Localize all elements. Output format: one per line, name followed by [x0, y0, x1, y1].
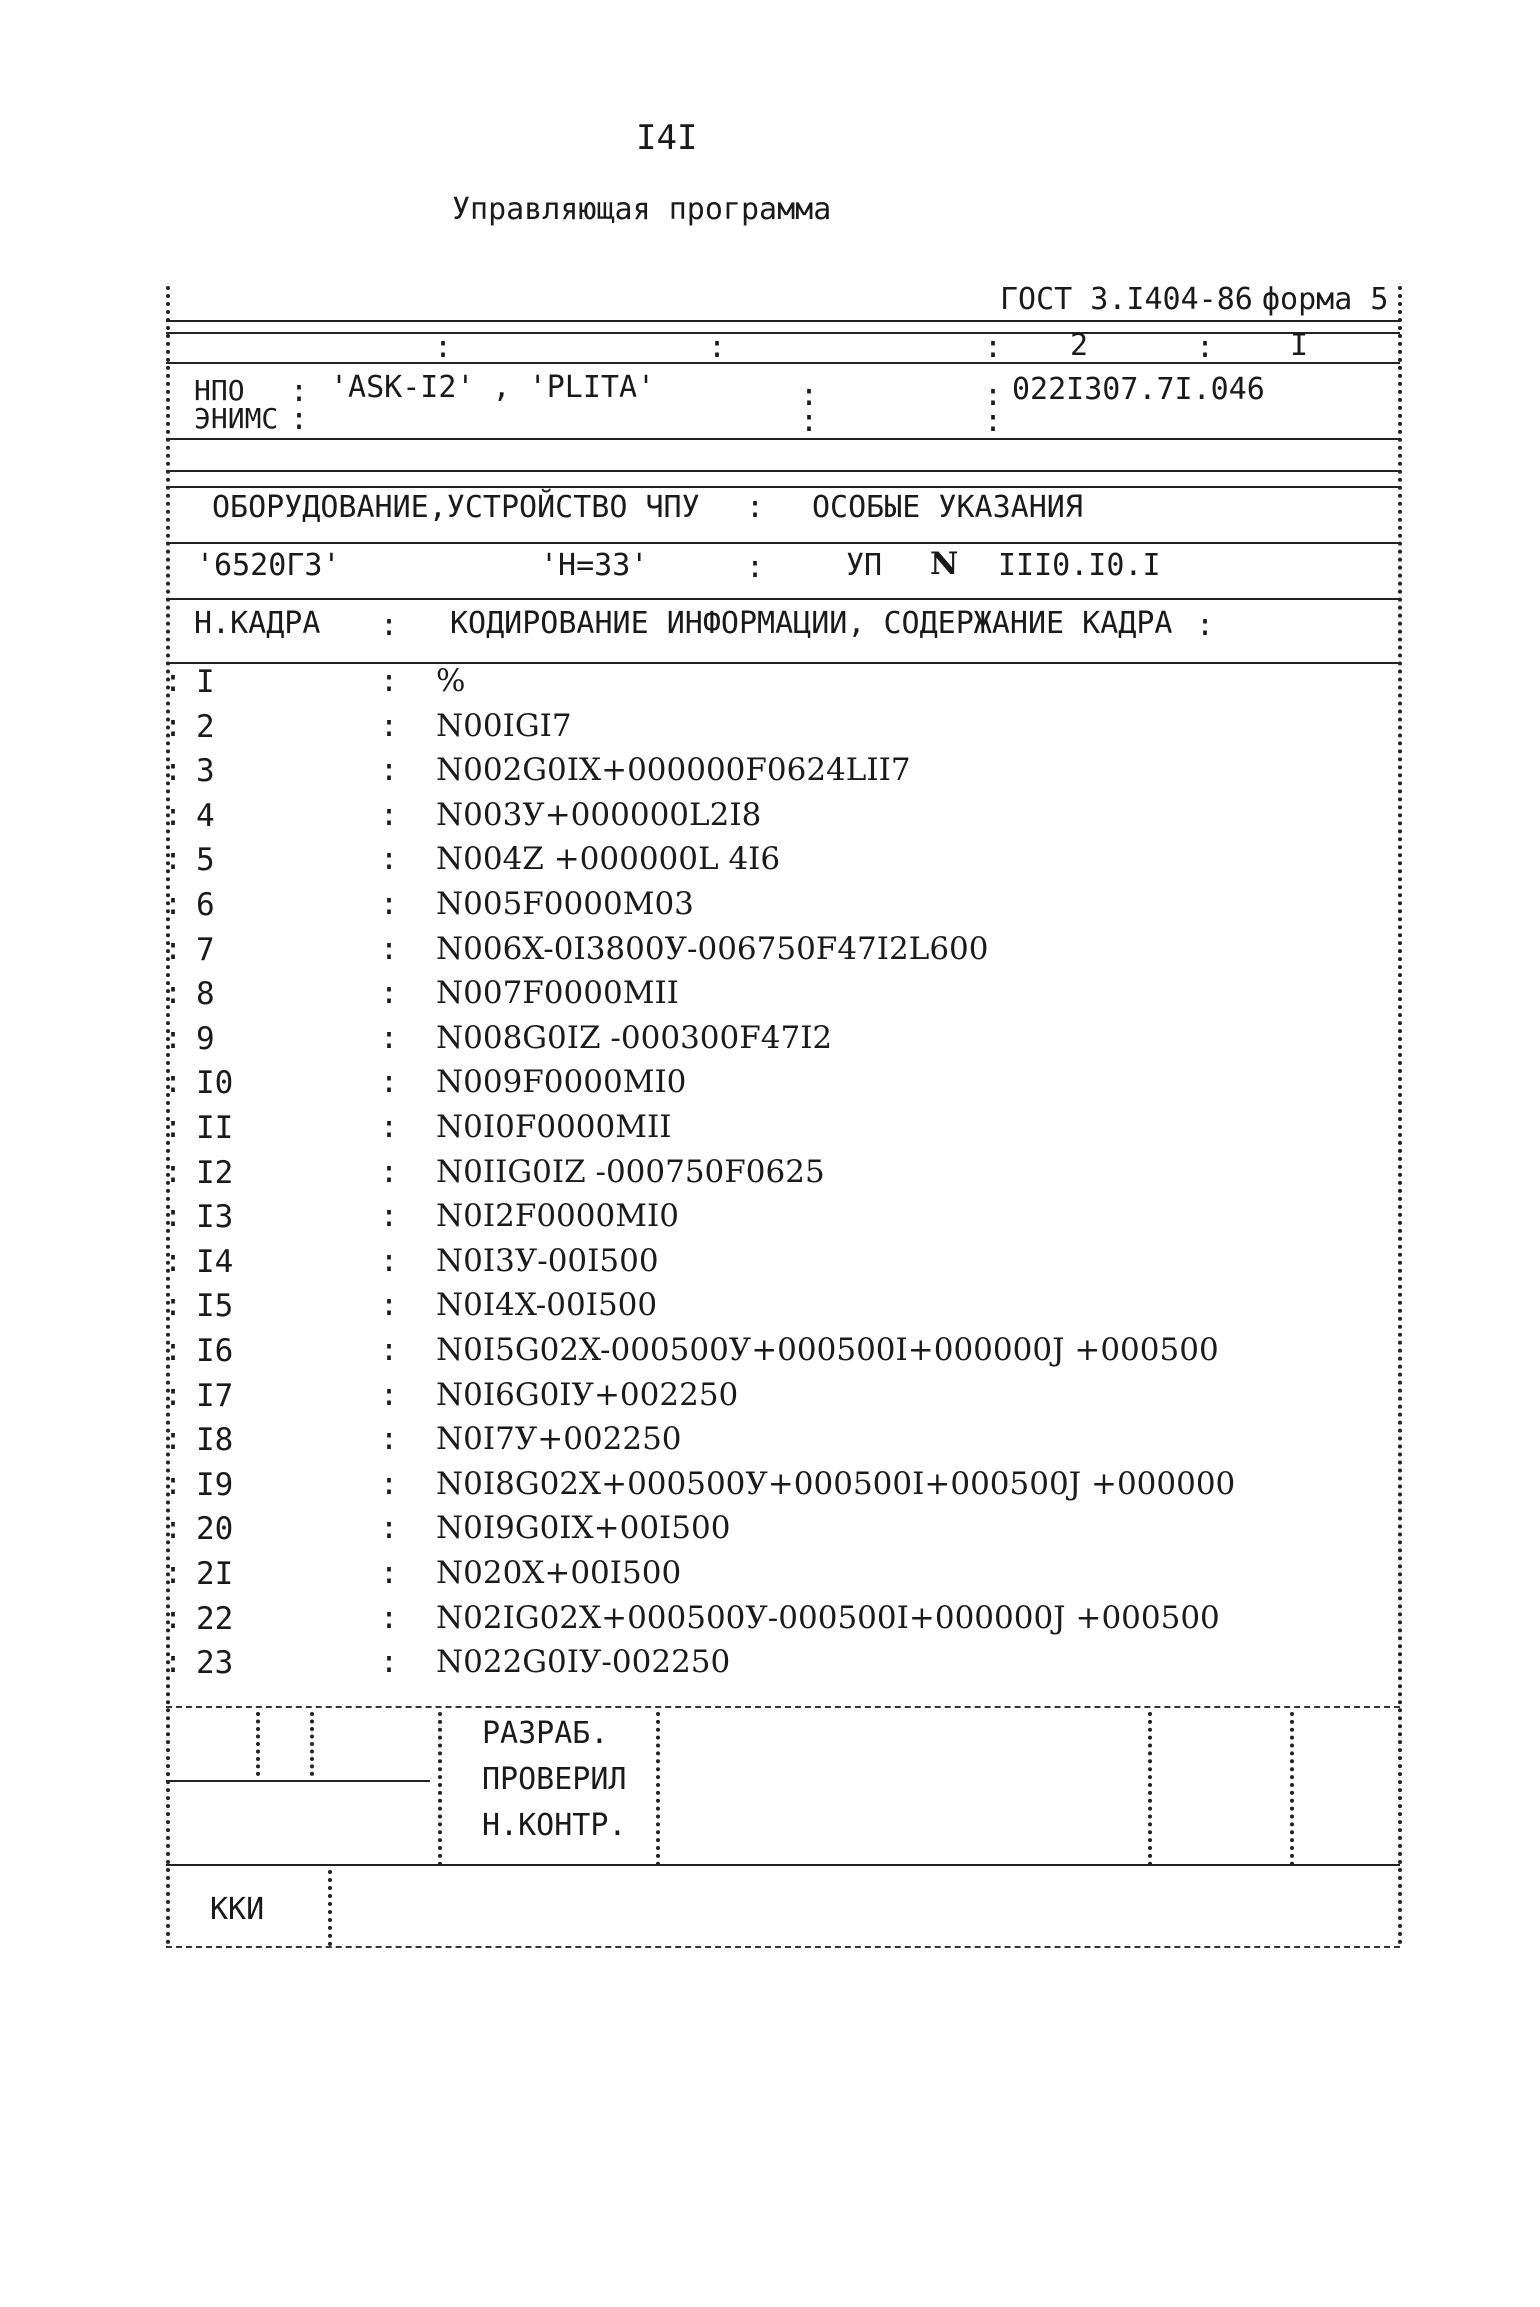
frame-number: 8 [196, 976, 215, 1012]
machine-model: '6520Г3' [196, 548, 341, 583]
colon: : [164, 1244, 183, 1279]
page-number: I4I [636, 118, 698, 158]
colon: : [380, 1601, 399, 1636]
colon: : [380, 1065, 399, 1100]
frame-code: N0I9G0IX+00I500 [436, 1510, 731, 1546]
colon: : [380, 1199, 399, 1234]
kki-divider [328, 1870, 332, 1946]
frame-number: I8 [196, 1422, 234, 1458]
frame-number: I7 [196, 1378, 234, 1414]
frame-code: % [436, 663, 466, 699]
frame-number: 5 [196, 842, 215, 878]
colon: : [800, 404, 819, 439]
frame-number: I0 [196, 1065, 234, 1101]
colon: : [164, 1467, 183, 1502]
colon: : [380, 1110, 399, 1145]
colon: : [984, 404, 1003, 439]
colon: : [164, 753, 183, 788]
colon: : [164, 1021, 183, 1056]
column-frame-number: Н.КАДРА [194, 606, 321, 641]
frame-number: I5 [196, 1288, 234, 1324]
program-number: III0.I0.I [998, 548, 1161, 583]
frame-number: 2I [196, 1556, 234, 1592]
colon: : [380, 1378, 399, 1413]
form-label: форма 5 [1262, 282, 1389, 317]
colon: : [380, 1021, 399, 1056]
frame-code: N0I8G02X+000500У+000500I+000500J +000000 [436, 1466, 1236, 1502]
colon: : [380, 608, 399, 643]
column-content: КОДИРОВАНИЕ ИНФОРМАЦИИ, СОДЕРЖАНИЕ КАДРА [450, 606, 1173, 641]
header-divider-1 [166, 362, 1400, 364]
frame-number: I3 [196, 1199, 234, 1235]
colon: : [164, 932, 183, 967]
document-title: Управляющая программа [452, 192, 832, 227]
frame-number: 23 [196, 1645, 234, 1681]
colon: : [164, 1199, 183, 1234]
frame-top-line-2 [166, 332, 1400, 334]
frame-code: N0I3У-00I500 [436, 1243, 659, 1279]
colon: : [746, 550, 765, 585]
frame-code: N007F0000MII [436, 975, 679, 1011]
frame-number: I4 [196, 1244, 234, 1280]
frame-code: N009F0000MI0 [436, 1064, 687, 1100]
frame-number: 9 [196, 1021, 215, 1057]
frame-bottom-line [166, 1946, 1400, 1948]
colon: : [164, 1422, 183, 1457]
frame-number: 20 [196, 1511, 234, 1547]
sheet-number: 2 [1070, 328, 1089, 363]
colon: : [164, 1065, 183, 1100]
sheets-total: I [1290, 328, 1309, 363]
colon: : [380, 798, 399, 833]
frame-number: I9 [196, 1467, 234, 1503]
colon: : [164, 709, 183, 744]
frame-number: I6 [196, 1333, 234, 1369]
table-head-bottom [166, 662, 1400, 664]
colon: : [984, 330, 1003, 365]
colon: : [380, 1155, 399, 1190]
colon: : [380, 932, 399, 967]
frame-number: 2 [196, 709, 215, 745]
checked-label: ПРОВЕРИЛ [482, 1762, 627, 1797]
colon: : [380, 1422, 399, 1457]
frame-number: 22 [196, 1601, 234, 1637]
frame-code: N022G0IУ-002250 [436, 1644, 731, 1680]
colon: : [380, 1645, 399, 1680]
org-npo: НПО [194, 374, 245, 407]
colon: : [380, 1511, 399, 1546]
frame-code: N0I6G0IУ+002250 [436, 1377, 739, 1413]
stamp-divider-5 [1148, 1712, 1152, 1866]
colon: : [800, 378, 819, 413]
colon: : [164, 1155, 183, 1190]
colon: : [380, 887, 399, 922]
colon: : [380, 709, 399, 744]
frame-number: I2 [196, 1155, 234, 1191]
norm-control-label: Н.КОНТР. [482, 1808, 627, 1843]
colon: : [1196, 608, 1215, 643]
colon: : [164, 1110, 183, 1145]
header-divider-2 [166, 438, 1400, 440]
frame-code: N00IGI7 [436, 708, 572, 744]
frame-code: N0IIG0IZ -000750F0625 [436, 1154, 825, 1190]
equipment-divider [166, 542, 1400, 544]
colon: : [984, 378, 1003, 413]
frame-number: 7 [196, 932, 215, 968]
frame-code: N0I4X-00I500 [436, 1287, 658, 1323]
colon: : [434, 330, 453, 365]
colon: : [380, 976, 399, 1011]
colon: : [380, 1333, 399, 1368]
frame-code: N002G0IX+000000F0624LII7 [436, 752, 911, 788]
colon: : [380, 1556, 399, 1591]
colon: : [708, 330, 727, 365]
frame-code: N02IG02X+000500У-000500I+000000J +000500 [436, 1600, 1220, 1636]
document-code: 022I307.7I.046 [1012, 372, 1265, 407]
colon: : [164, 842, 183, 877]
frame-code: N005F0000M03 [436, 886, 694, 922]
developed-label: РАЗРАБ. [482, 1716, 609, 1751]
colon: : [380, 1288, 399, 1323]
stamp-small-divider [166, 1780, 430, 1782]
frame-code: N0I2F0000MI0 [436, 1198, 679, 1234]
frame-code: N006X-0I3800У-006750F47I2L600 [436, 931, 989, 967]
colon: : [290, 402, 309, 437]
colon: : [164, 1378, 183, 1413]
frame-code: N020X+00I500 [436, 1555, 682, 1591]
frame-code: N0I7У+002250 [436, 1421, 682, 1457]
table-bottom-line [166, 1706, 1400, 1708]
frame-code: N003У+000000L2I8 [436, 797, 762, 833]
table-head-top [166, 598, 1400, 600]
kki-label: ККИ [210, 1892, 265, 1927]
frame-number: I [196, 664, 215, 700]
colon: : [164, 887, 183, 922]
frame-right-edge [1398, 286, 1402, 1946]
colon: : [380, 664, 399, 699]
frame-code: N0I5G02X-000500У+000500I+000000J +000500 [436, 1332, 1219, 1368]
colon: : [164, 1601, 183, 1636]
frame-code: N008G0IZ -000300F47I2 [436, 1020, 833, 1056]
section-divider-1 [166, 470, 1400, 472]
frame-number: II [196, 1110, 234, 1146]
stamp-divider-2 [310, 1712, 314, 1776]
colon: : [164, 1645, 183, 1680]
colon: : [164, 664, 183, 699]
h-value: 'H=33' [540, 548, 649, 583]
stamp-divider-6 [1290, 1712, 1294, 1866]
colon: : [290, 374, 309, 409]
colon: : [380, 1244, 399, 1279]
frame-code: N004Z +000000L 4I6 [436, 841, 781, 877]
frame-number: 3 [196, 753, 215, 789]
frame-number: 6 [196, 887, 215, 923]
standard-label: ГОСТ 3.I404-86 [1000, 282, 1253, 317]
frame-code: N0I0F0000MII [436, 1109, 672, 1145]
stamp-divider-3 [438, 1712, 442, 1866]
part-names: 'ASK-I2' , 'PLITA' [330, 370, 656, 405]
colon: : [164, 1288, 183, 1323]
colon: : [746, 490, 765, 525]
colon: : [164, 976, 183, 1011]
frame-top-line [166, 320, 1400, 322]
stamp-divider-4 [656, 1712, 660, 1866]
number-sign: N [930, 546, 959, 582]
colon: : [380, 1467, 399, 1502]
signature-block-bottom [166, 1864, 1400, 1866]
colon: : [380, 753, 399, 788]
colon: : [164, 1556, 183, 1591]
special-instructions-label: ОСОБЫЕ УКАЗАНИЯ [812, 490, 1083, 525]
org-enims: ЭНИМС [194, 402, 279, 435]
colon: : [380, 842, 399, 877]
frame-number: 4 [196, 798, 215, 834]
stamp-divider-1 [256, 1712, 260, 1776]
equipment-label: ОБОРУДОВАНИЕ,УСТРОЙСТВО ЧПУ [212, 490, 700, 525]
colon: : [164, 798, 183, 833]
program-label: УП [846, 548, 883, 583]
section-divider-2 [166, 486, 1400, 488]
colon: : [164, 1511, 183, 1546]
colon: : [164, 1333, 183, 1368]
colon: : [1196, 330, 1215, 365]
